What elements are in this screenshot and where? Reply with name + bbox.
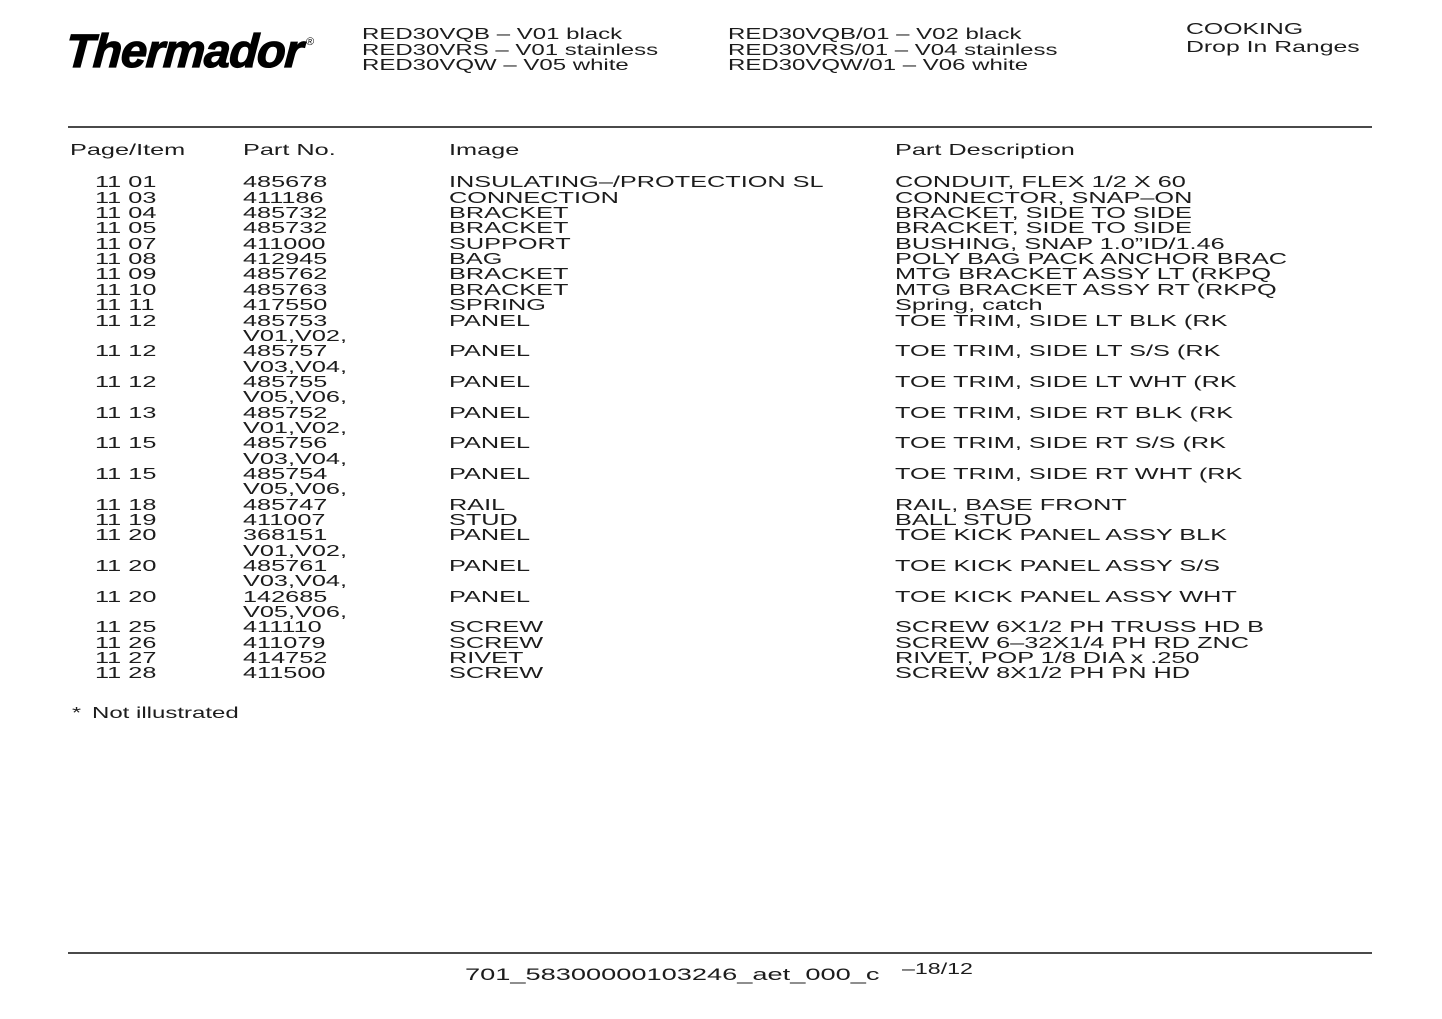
table-row [68, 267, 1372, 282]
part-no-cell: 485757 [243, 343, 328, 361]
model-variants-cell: V05,V06, [243, 389, 348, 407]
page-item-cell: 11 20 [95, 558, 157, 575]
image-label-cell: SCREW [449, 634, 544, 652]
page-item-cell: 11 19 [95, 511, 157, 529]
part-no-cell: 485747 [243, 496, 328, 514]
part-no-cell: 485753 [243, 312, 328, 330]
part-description-cell: MTG BRACKET ASSY RT (RKPQ [895, 281, 1277, 299]
category-subtitle: Drop In Ranges [1186, 38, 1360, 56]
part-no-cell: 485756 [243, 435, 328, 453]
part-no-cell: 417550 [243, 297, 328, 315]
part-description-cell: BRACKET, SIDE TO SIDE [895, 220, 1192, 238]
part-description-cell: TOE TRIM, SIDE LT S/S (RK [895, 343, 1221, 361]
model-variants-cell: V05,V06, [243, 481, 348, 499]
part-description-cell: Spring, catch [895, 297, 1043, 315]
page-item-cell: 11 12 [95, 373, 157, 391]
part-description-cell: SCREW 6–32X1/4 PH RD ZNC [895, 634, 1250, 652]
page-item-cell: 11 01 [95, 174, 157, 192]
table-row [68, 206, 1372, 221]
registered-trademark-icon: ® [305, 36, 315, 48]
table-row [68, 636, 1372, 651]
part-description-cell: RIVET, POP 1/8 DIA x .250 [895, 650, 1200, 668]
part-description-cell: TOE TRIM, SIDE RT BLK (RK [895, 404, 1234, 422]
part-no-cell: 485763 [243, 281, 328, 299]
column-header-part-description: Part Description [895, 142, 1075, 159]
column-header-part-no: Part No. [243, 142, 336, 159]
image-label-cell: SUPPORT [449, 235, 571, 253]
table-row [68, 513, 1372, 528]
table-header-row [68, 143, 1372, 158]
part-description-cell: CONNECTOR, SNAP–ON [895, 189, 1193, 207]
table-row [68, 620, 1372, 635]
page-item-cell: 11 20 [95, 588, 157, 606]
part-description-cell: BALL STUD [895, 511, 1032, 529]
part-description-cell: TOE KICK PANEL ASSY S/S [895, 558, 1221, 575]
page-item-cell: 11 05 [95, 220, 157, 238]
table-row [68, 252, 1372, 267]
part-no-cell: 411500 [243, 665, 326, 683]
page-item-cell: 11 04 [95, 205, 157, 223]
part-description-cell: TOE KICK PANEL ASSY BLK [895, 527, 1228, 545]
part-description-cell: BRACKET, SIDE TO SIDE [895, 205, 1192, 223]
table-row [68, 436, 1372, 467]
page-item-cell: 11 15 [95, 465, 157, 483]
part-description-cell: RAIL, BASE FRONT [895, 496, 1127, 514]
part-no-cell: 485754 [243, 465, 328, 483]
category-block [1186, 21, 1360, 56]
table-row [68, 375, 1372, 406]
part-no-cell: 485732 [243, 205, 328, 223]
table-row [68, 344, 1372, 375]
model-variants-cell: V01,V02, [243, 542, 348, 560]
part-description-cell: MTG BRACKET ASSY LT (RKPQ [895, 266, 1272, 284]
table-row [68, 467, 1372, 498]
image-label-cell: PANEL [449, 588, 531, 606]
model-variants-cell: V03,V04, [243, 450, 348, 468]
header-divider [68, 126, 1372, 128]
page-item-cell: 11 11 [95, 297, 155, 315]
table-row [68, 651, 1372, 666]
part-no-cell: 368151 [243, 527, 328, 545]
image-label-cell: CONNECTION [449, 189, 619, 207]
parts-table [68, 143, 1372, 682]
model-variants-cell: V03,V04, [243, 358, 348, 376]
page-item-cell: 11 20 [95, 527, 157, 545]
part-no-cell: 411000 [243, 235, 326, 253]
model-line: RED30VRS/01 – V04 stainless [728, 41, 1058, 59]
table-row [68, 191, 1372, 206]
model-line: RED30VQB/01 – V02 black [728, 26, 1022, 43]
image-label-cell: BRACKET [449, 205, 569, 223]
image-label-cell: BRACKET [449, 220, 569, 238]
page-item-cell: 11 09 [95, 266, 157, 284]
part-no-cell: 485762 [243, 266, 328, 284]
model-variants-cell: V01,V02, [243, 327, 348, 345]
footnote [72, 705, 239, 722]
table-row [68, 590, 1372, 621]
part-description-cell: TOE TRIM, SIDE LT WHT (RK [895, 373, 1237, 391]
footnote-text: Not illustrated [92, 705, 239, 722]
part-no-cell: 485752 [243, 404, 328, 422]
table-row [68, 498, 1372, 513]
part-no-cell: 411186 [243, 189, 324, 207]
image-label-cell: SCREW [449, 665, 544, 683]
page-item-cell: 11 12 [95, 343, 157, 361]
page-item-cell: 11 18 [95, 496, 157, 514]
part-no-cell: 412945 [243, 251, 328, 269]
model-variants-cell: V01,V02, [243, 419, 348, 437]
page-item-cell: 11 07 [95, 235, 157, 253]
table-row [68, 528, 1372, 559]
page-item-cell: 11 15 [95, 435, 157, 453]
image-label-cell: BRACKET [449, 281, 569, 299]
image-label-cell: RIVET [449, 650, 524, 668]
part-no-cell: 485761 [243, 558, 328, 575]
image-label-cell: PANEL [449, 465, 531, 483]
part-description-cell: BUSHING, SNAP 1.0”ID/1.46 [895, 235, 1225, 253]
part-description-cell: SCREW 8X1/2 PH PN HD [895, 665, 1191, 683]
model-list-primary [362, 26, 659, 75]
part-no-cell: 485678 [243, 174, 328, 192]
table-row [68, 666, 1372, 681]
part-no-cell: 485755 [243, 373, 328, 391]
page-item-cell: 11 08 [95, 251, 157, 269]
column-header-page-item: Page/Item [70, 142, 186, 159]
image-label-cell: PANEL [449, 435, 531, 453]
page-item-cell: 11 10 [95, 281, 157, 299]
image-label-cell: PANEL [449, 558, 531, 575]
image-label-cell: INSULATING–/PROTECTION SL [449, 174, 824, 192]
footer-divider [68, 952, 1372, 954]
part-no-cell: 411079 [243, 634, 326, 652]
logo-wordmark: Thermador [64, 24, 305, 77]
page-item-cell: 11 12 [95, 312, 157, 330]
document-id: 701_58300000103246_aet_000_c [465, 965, 880, 984]
thermador-logo [64, 16, 316, 77]
part-no-cell: 485732 [243, 220, 328, 238]
image-label-cell: STUD [449, 511, 518, 529]
table-row [68, 237, 1372, 252]
part-no-cell: 414752 [243, 650, 328, 668]
category-title: COOKING [1186, 21, 1304, 38]
part-no-cell: 411007 [243, 511, 326, 529]
part-description-cell: TOE KICK PANEL ASSY WHT [895, 588, 1237, 606]
model-variants-cell: V05,V06, [243, 604, 348, 622]
image-label-cell: BAG [449, 251, 503, 269]
model-line: RED30VQB – V01 black [362, 26, 623, 43]
model-line: RED30VQW – V05 white [362, 57, 629, 75]
part-description-cell: POLY BAG PACK ANCHOR BRAC [895, 251, 1287, 269]
table-body [68, 175, 1372, 681]
page-item-cell: 11 26 [95, 634, 157, 652]
footnote-asterisk: * [72, 705, 82, 722]
table-row [68, 175, 1372, 190]
model-variants-cell: V03,V04, [243, 573, 348, 591]
image-label-cell: SCREW [449, 619, 544, 637]
page-item-cell: 11 28 [95, 665, 157, 683]
part-no-cell: 411110 [243, 619, 322, 637]
part-no-cell: 142685 [243, 588, 328, 606]
image-label-cell: RAIL [449, 496, 506, 514]
part-description-cell: CONDUIT, FLEX 1/2 X 60 [895, 174, 1186, 192]
table-row [68, 283, 1372, 298]
part-description-cell: TOE TRIM, SIDE RT WHT (RK [895, 465, 1243, 483]
table-row [68, 559, 1372, 590]
model-line: RED30VRS – V01 stainless [362, 41, 659, 59]
image-label-cell: PANEL [449, 343, 531, 361]
image-label-cell: PANEL [449, 312, 531, 330]
column-header-image: Image [449, 142, 520, 159]
model-list-secondary [728, 26, 1058, 75]
image-label-cell: SPRING [449, 297, 546, 315]
image-label-cell: PANEL [449, 373, 531, 391]
image-label-cell: PANEL [449, 404, 531, 422]
table-row [68, 314, 1372, 345]
table-row [68, 221, 1372, 236]
revision-code: –18/12 [902, 961, 973, 978]
part-description-cell: TOE TRIM, SIDE RT S/S (RK [895, 435, 1227, 453]
page-item-cell: 11 13 [95, 404, 157, 422]
page-item-cell: 11 03 [95, 189, 157, 207]
image-label-cell: PANEL [449, 527, 531, 545]
table-row [68, 298, 1372, 313]
page-item-cell: 11 27 [95, 650, 157, 668]
model-line: RED30VQW/01 – V06 white [728, 57, 1029, 75]
part-description-cell: SCREW 6X1/2 PH TRUSS HD B [895, 619, 1265, 637]
image-label-cell: BRACKET [449, 266, 569, 284]
table-row [68, 406, 1372, 437]
page-item-cell: 11 25 [95, 619, 157, 637]
part-description-cell: TOE TRIM, SIDE LT BLK (RK [895, 312, 1228, 330]
